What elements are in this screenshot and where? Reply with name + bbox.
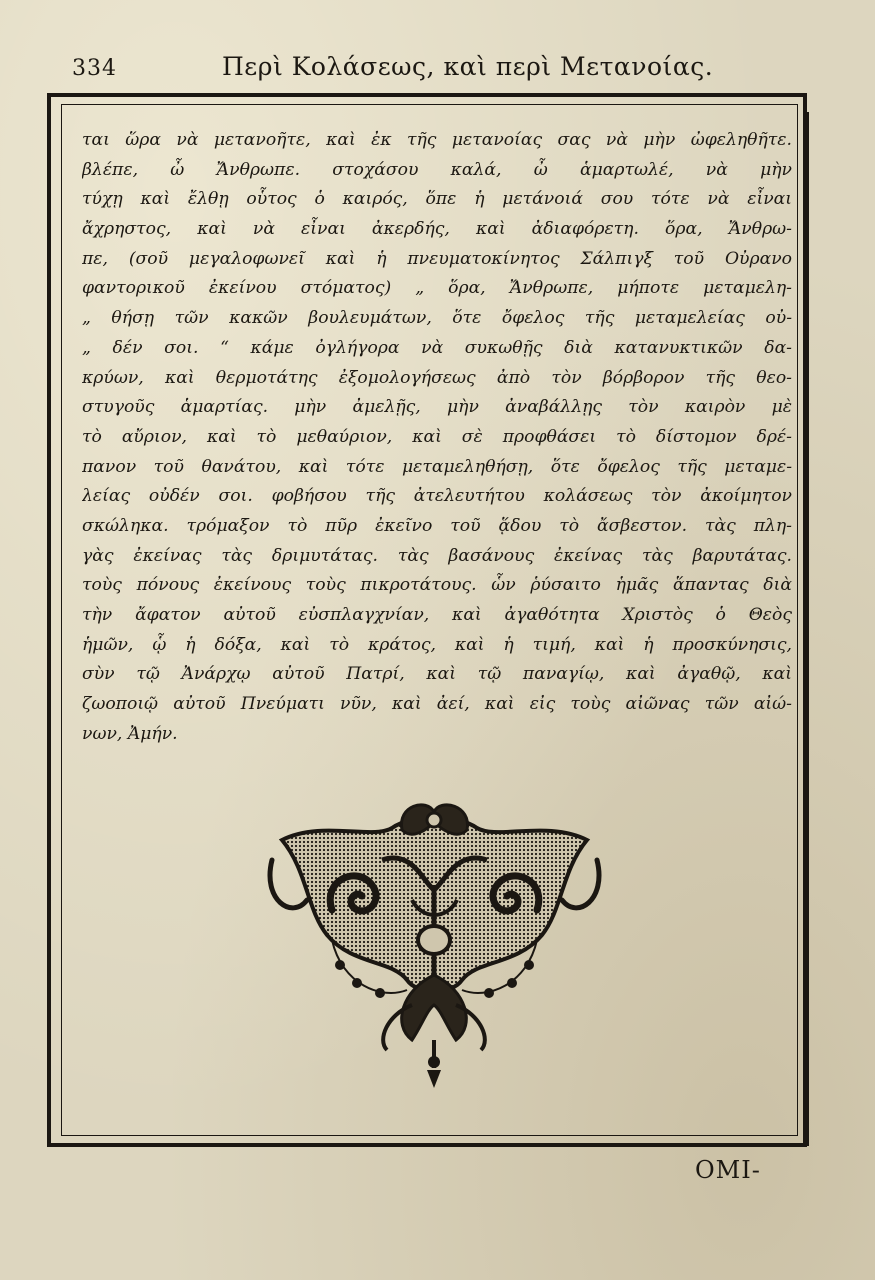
page-number: 334 [72,56,117,81]
baroque-tailpiece-ornament-icon [262,800,607,1092]
text-line: φαντορικοῦ ἐκείνου στόματος) „ ὅρα, Ἄνθρωπε, μήποτε μεταμελη- [82,278,792,299]
running-title: Περὶ Κολάσεως, καὶ περὶ Μετανοίας. [222,52,714,81]
text-line: ζωοποιῷ αὐτοῦ Πνεύματι νῦν, καὶ ἀεί, καὶ εἰς τοὺς αἰῶνας τῶν αἰώ- [82,694,792,715]
text-line: τὴν ἄφατον αὐτοῦ εὐσπλαγχνίαν, καὶ ἀγαθότητα Χριστὸς ὁ Θεὸς [82,605,792,625]
catchword: ΟΜΙ- [695,1156,761,1184]
text-line: γὰς ἐκείνας τὰς δριμυτάτας. τὰς βασάνους ἐκείνας τὰς βαρυτάτας. [82,545,792,566]
text-line: κρύων, καὶ θερμοτάτης ἐξομολογήσεως ἀπὸ τὸν βόρβορον τῆς θεο- [82,367,792,388]
text-line: σὺν τῷ Ἀνάρχῳ αὐτοῦ Πατρί, καὶ τῷ παναγίῳ, καὶ ἀγαθῷ, καὶ [82,664,792,685]
text-line: ἡμῶν, ᾧ ἡ δόξα, καὶ τὸ κράτος, καὶ ἡ τιμή, καὶ ἡ προσκύνησις, [82,634,792,655]
text-line: τοὺς πόνους ἐκείνους τοὺς πικροτάτους. ὧν ῥύσαιτο ἡμᾶς ἅπαντας διὰ [82,575,792,596]
text-line: „ δέν σοι. “ κάμε ὀγλήγορα νὰ συκωθῇς διὰ κατανυκτικῶν δα- [82,337,792,358]
text-line: σκώληκα. τρόμαξον τὸ πῦρ ἐκεῖνο τοῦ ᾅδου τὸ ἄσβεστον. τὰς πλη- [82,515,792,536]
text-line: ται ὥρα νὰ μετανοῆτε, καὶ ἐκ τῆς μετανοίας σας νὰ μὴν ὠφεληθῆτε. [82,130,792,150]
text-line: „ θήσῃ τῶν κακῶν βουλευμάτων, ὅτε ὄφελος τῆς μεταμελείας οὐ- [82,308,792,329]
text-line: στυγοῦς ἁμαρτίας. μὴν ἀμελῇς, μὴν ἀναβάλλῃς τὸν καιρὸν μὲ [82,397,792,418]
text-line: τὸ αὔριον, καὶ τὸ μεθαύριον, καὶ σὲ προφθάσει τὸ δίστομον δρέ- [82,426,792,447]
page-frame-shadow [803,112,809,1146]
body-text [82,126,792,749]
text-line-last: νων, Ἀμήν. [82,723,178,744]
text-line: βλέπε, ὦ Ἄνθρωπε. στοχάσου καλά, ὦ ἁμαρτωλέ, νὰ μὴν [82,159,792,180]
text-line: ἄχρηστος, καὶ νὰ εἶναι ἀκερδής, καὶ ἀδιαφόρετη. ὅρα, Ἄνθρω- [82,219,792,240]
text-line: τύχῃ καὶ ἔλθῃ οὗτος ὁ καιρός, ὅπε ἡ μετάνοιά σου τότε νὰ εἶναι [82,189,792,210]
text-line: λείας οὐδέν σοι. φοβήσου τῆς ἀτελευτήτου κολάσεως τὸν ἀκοίμητον [82,486,792,507]
text-line: πε, (σοῦ μεγαλοφωνεῖ καὶ ἡ πνευματοκίνητος Σάλπιγξ τοῦ Οὐρανο [82,248,792,269]
text-line: πανον τοῦ θανάτου, καὶ τότε μεταμεληθήσῃ, ὅτε ὄφελος τῆς μεταμε- [82,456,792,477]
